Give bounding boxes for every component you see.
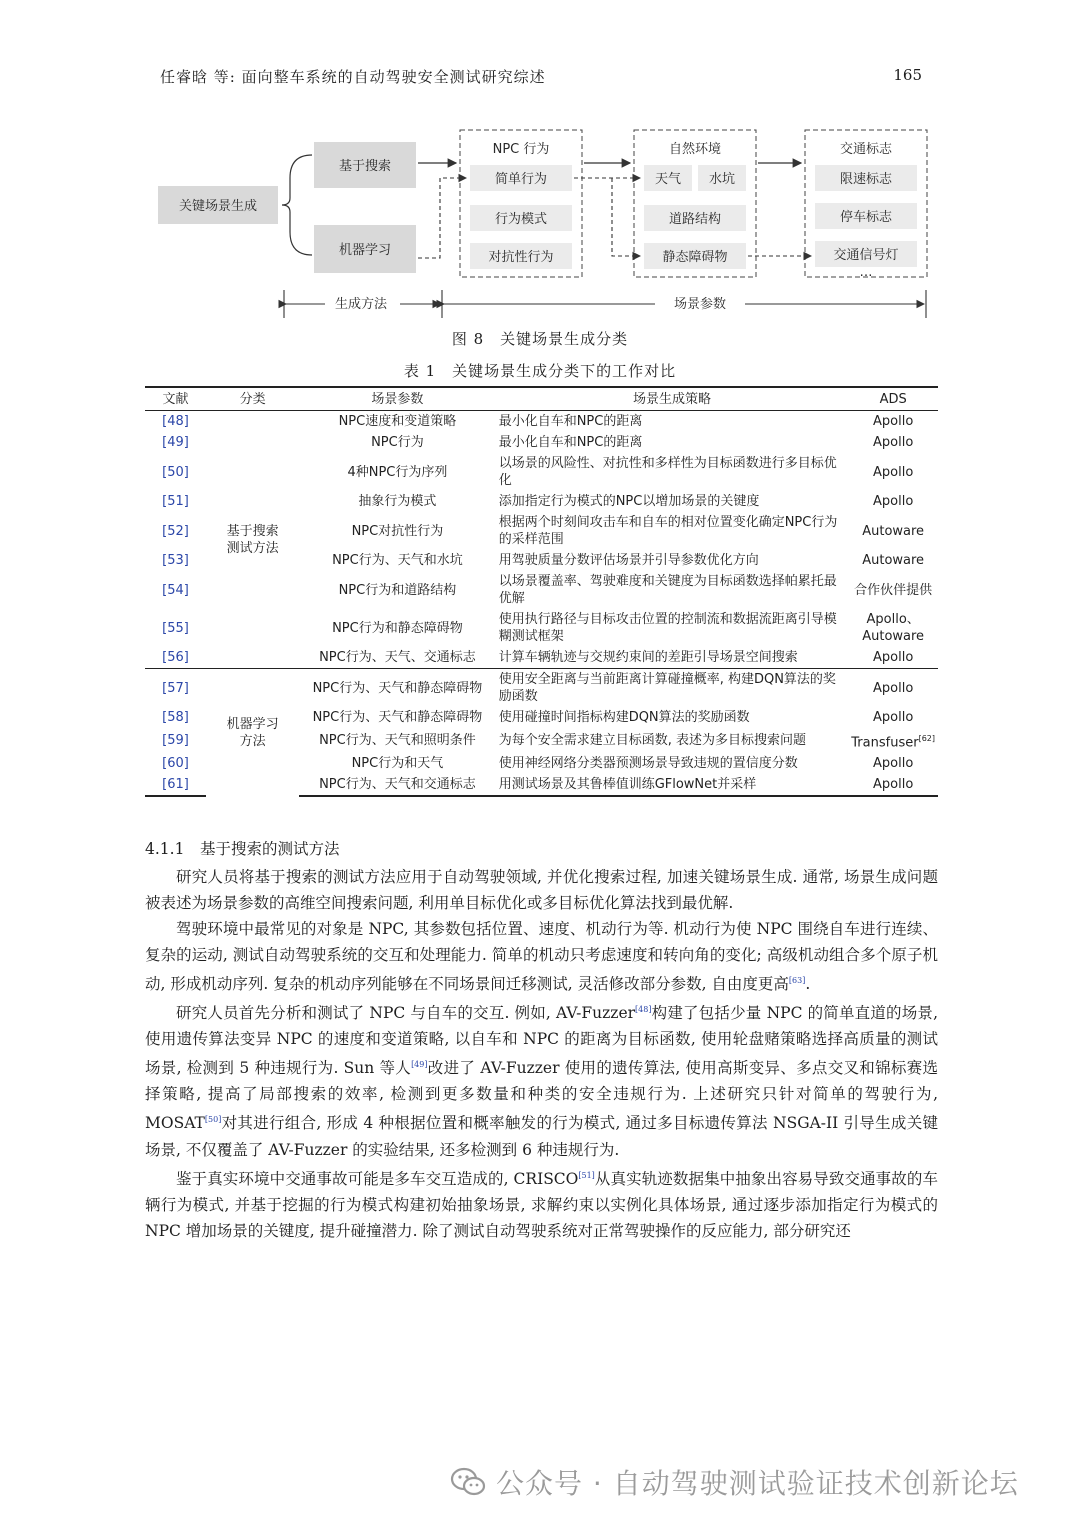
strategy-cell: 添加指定行为模式的NPC以增加场景的关键度 bbox=[498, 494, 760, 509]
citation[interactable]: [48] bbox=[635, 1005, 652, 1015]
ref-link[interactable]: [48] bbox=[162, 414, 189, 429]
ads-cell: Apollo bbox=[873, 464, 914, 480]
citation[interactable]: [49] bbox=[411, 1060, 428, 1070]
text-run: 鉴于真实环境中交通事故可能是多车交互造成的, CRISCO bbox=[176, 1169, 579, 1188]
env-item: 静态障碍物 bbox=[662, 250, 728, 265]
text-run: 改进了 AV-Fuzzer 使用的遗传算法, 使用高斯变异、多点交叉和锦标赛选择策略, 提高了局部搜索的效率, 检测到更多数量和种类的安全违规行为. 上述研究只针对简单的驾驶行为, MOSAT bbox=[145, 1059, 939, 1133]
strategy-cell: 根据两个时刻间攻击车和自车的相对位置变化确定NPC行为的采样范围 bbox=[498, 515, 838, 547]
section-heading: 4.1.1 基于搜索的测试方法 bbox=[145, 840, 340, 858]
ads-cell: Apollo bbox=[873, 756, 914, 772]
text-run: 构建了包括少量 NPC 的简单直道的场景, 使用遗传算法变异 NPC 的速度和变道策略, 以自车和 NPC 的距离为目标函数, 使用轮盘赌策略选择高质量的测试场景, 检测到 5 种违规行为. Sun 等人 bbox=[145, 1004, 939, 1078]
category-cell bbox=[206, 411, 299, 669]
text-run: . bbox=[805, 975, 811, 994]
col-header: ADS bbox=[848, 387, 938, 411]
strategy-cell: 使用执行路径与目标攻击位置的控制流和数据流距离引导模糊测试框架 bbox=[498, 612, 837, 644]
npc-item: 对抗性行为 bbox=[488, 250, 554, 265]
method-ml-label: 机器学习 bbox=[338, 243, 392, 258]
ref-link[interactable]: [56] bbox=[162, 650, 189, 665]
col-header: 场景生成策略 bbox=[496, 387, 849, 411]
ref-link[interactable]: [55] bbox=[162, 620, 189, 636]
col-header: 文献 bbox=[145, 387, 206, 411]
param-cell: 4种NPC行为序列 bbox=[347, 464, 448, 480]
param-cell: NPC行为、天气和交通标志 bbox=[299, 774, 496, 796]
param-cell: NPC速度和变道策略 bbox=[338, 414, 457, 429]
wechat-icon bbox=[450, 1466, 486, 1498]
param-cell: NPC行为、天气和静态障碍物 bbox=[299, 669, 496, 708]
paragraph bbox=[145, 916, 938, 997]
page-number: 165 bbox=[893, 66, 922, 84]
ref-link[interactable]: [53] bbox=[162, 553, 189, 568]
paragraph: 研究人员将基于搜索的测试方法应用于自动驾驶领域, 并优化搜索过程, 加速关键场景生成. 通常, 场景生成问题被表述为场景参数的高维空间搜索问题, 利用单目标优化或多目标优化算法找到最优解. bbox=[145, 868, 938, 912]
ref-link[interactable]: [49] bbox=[162, 435, 189, 450]
category-label: 基于搜索测试方法 bbox=[226, 523, 279, 556]
traffic-item: 交通信号灯 bbox=[833, 248, 899, 263]
param-cell: 抽象行为模式 bbox=[358, 494, 437, 509]
strategy-cell: 最小化自车和NPC的距离 bbox=[498, 435, 643, 450]
brace bbox=[282, 155, 312, 255]
ref-link[interactable]: [54] bbox=[162, 582, 189, 598]
table-header-row bbox=[145, 387, 938, 411]
strategy-cell: 最小化自车和NPC的距离 bbox=[498, 414, 643, 429]
traffic-item: 限速标志 bbox=[839, 172, 893, 187]
text-run: 对其进行组合, 形成 4 种根据位置和概率触发的行为模式, 通过多目标遗传算法 NSGA-II 引导生成关键场景, 不仅覆盖了 AV-Fuzzer 的实验结果, 还多检测到 6 种违规行为. bbox=[145, 1114, 938, 1159]
ads-cell: Apollo bbox=[873, 414, 914, 429]
env-item: 天气 bbox=[654, 172, 682, 187]
npc-item: 行为模式 bbox=[494, 212, 548, 227]
ads-cell bbox=[848, 728, 938, 753]
strategy-cell: 用驾驶质量分数评估场景并引导参数优化方向 bbox=[498, 553, 759, 568]
ads-cell: Autoware bbox=[862, 523, 925, 539]
table-row bbox=[145, 411, 938, 433]
ref-link[interactable]: [51] bbox=[162, 494, 189, 509]
ref-link[interactable]: [59] bbox=[162, 733, 189, 749]
param-cell: NPC行为、天气、交通标志 bbox=[319, 650, 476, 665]
param-cell: NPC行为、天气和水坑 bbox=[332, 553, 463, 568]
traffic-ellipsis: … bbox=[859, 265, 873, 280]
strategy-cell: 使用碰撞时间指标构建DQN算法的奖励函数 bbox=[498, 710, 750, 725]
axis-label-params: 场景参数 bbox=[673, 297, 727, 312]
param-cell: NPC对抗性行为 bbox=[351, 523, 444, 539]
env-item: 道路结构 bbox=[668, 212, 722, 227]
root-label: 关键场景生成 bbox=[178, 199, 258, 214]
running-header: 任睿晗 等: 面向整车系统的自动驾驶安全测试研究综述 bbox=[160, 68, 546, 86]
param-cell: NPC行为、天气和静态障碍物 bbox=[312, 710, 483, 725]
strategy-cell: 使用神经网络分类器预测场景导致违规的置信度分数 bbox=[498, 756, 798, 772]
category-label: 机器学习方法 bbox=[226, 716, 279, 749]
strategy-cell: 以场景的风险性、对抗性和多样性为目标函数进行多目标优化 bbox=[498, 456, 837, 488]
watermark-text: 公众号 · 自动驾驶测试验证技术创新论坛 bbox=[496, 1467, 1019, 1500]
method-search-label: 基于搜索 bbox=[338, 159, 392, 174]
dashed-arrow bbox=[612, 178, 640, 256]
ref-link[interactable]: [61] bbox=[145, 774, 206, 796]
ads-cell: Apollo bbox=[848, 774, 938, 796]
col-header: 场景参数 bbox=[299, 387, 496, 411]
table-row bbox=[145, 669, 938, 708]
strategy-cell: 计算车辆轨迹与交规约束间的差距引导场景空间搜索 bbox=[498, 650, 798, 665]
comparison-table bbox=[145, 386, 938, 797]
ads-cell: Apollo bbox=[873, 650, 914, 665]
ads-cell: Apollo bbox=[848, 669, 938, 708]
ref-link[interactable]: [60] bbox=[162, 756, 189, 772]
text-run: 从真实轨迹数据集中抽象出容易导致交通事故的车辆行为模式, 并基于挖掘的行为模式构建初始抽象场景, 求解约束以实例化具体场景, 通过逐步添加指定行为模式的 NPC 增加场景的关键度, 提升碰撞潜力. 除了测试自动驾驶系统对正常驾驶操作的反应能力, 部分研究还 bbox=[145, 1169, 938, 1240]
ads-label: Transfuser bbox=[851, 735, 919, 751]
category-cell bbox=[206, 669, 299, 797]
strategy-cell: 用测试场景及其鲁棒值训练GFlowNet并采样 bbox=[496, 774, 849, 796]
param-cell: NPC行为和道路结构 bbox=[338, 582, 457, 598]
ads-cell: Apollo、Autoware bbox=[862, 612, 925, 644]
traffic-group-title: 交通标志 bbox=[839, 142, 893, 157]
traffic-item: 停车标志 bbox=[839, 210, 893, 225]
ref-link[interactable]: [58] bbox=[162, 710, 189, 725]
strategy-cell: 以场景覆盖率、驾驶难度和关键度为目标函数选择帕累托最优解 bbox=[498, 574, 837, 606]
citation[interactable]: [63] bbox=[788, 976, 806, 985]
dashed-arrow bbox=[418, 178, 466, 258]
strategy-cell: 为每个安全需求建立目标函数, 表述为多目标搜索问题 bbox=[498, 733, 806, 749]
paragraph bbox=[145, 997, 938, 1162]
table-caption: 表 1 关键场景生成分类下的工作对比 bbox=[403, 362, 677, 380]
citation[interactable]: [50] bbox=[204, 1115, 222, 1125]
axis-label-method: 生成方法 bbox=[334, 297, 388, 312]
figure-caption: 图 8 关键场景生成分类 bbox=[451, 330, 629, 348]
npc-item: 简单行为 bbox=[494, 172, 548, 187]
env-group-title: 自然环境 bbox=[668, 142, 722, 157]
param-cell: NPC行为 bbox=[371, 435, 424, 450]
ads-cell: Autoware bbox=[862, 553, 925, 568]
ref-link[interactable]: [52] bbox=[162, 523, 189, 539]
ads-cell: Apollo bbox=[873, 494, 914, 509]
strategy-cell: 使用安全距离与当前距离计算碰撞概率, 构建DQN算法的奖励函数 bbox=[496, 669, 849, 708]
ads-cell: 合作伙伴提供 bbox=[854, 582, 933, 598]
ads-cell: Apollo bbox=[873, 710, 914, 725]
npc-group-title: NPC 行为 bbox=[492, 142, 550, 157]
ref-link[interactable]: [50] bbox=[162, 464, 189, 480]
text-run: 驾驶环境中最常见的对象是 NPC, 其参数包括位置、速度、机动行为等. 机动行为使 NPC 围绕自车进行连续、复杂的运动, 测试自动驾驶系统的交互和处理能力. 简单的机动只考虑速度和转向角的变化; 高级机动组合多个原子机动, 形成机动序列. 复杂的机动序列能够在不同场景间迁移测试, 灵活修改部分参数, 自由度更高 bbox=[145, 920, 938, 994]
body-text bbox=[145, 836, 938, 1244]
param-cell: NPC行为和静态障碍物 bbox=[332, 620, 463, 636]
col-header: 分类 bbox=[206, 387, 299, 411]
text-run: 研究人员首先分析和测试了 NPC 与自车的交互. 例如, AV-Fuzzer bbox=[176, 1004, 636, 1023]
param-cell: NPC行为、天气和照明条件 bbox=[319, 733, 476, 749]
param-cell: NPC行为和天气 bbox=[351, 756, 444, 772]
figure-diagram bbox=[150, 120, 940, 320]
ads-ref[interactable]: [62] bbox=[918, 734, 935, 743]
paragraph bbox=[145, 1163, 938, 1244]
figure-8 bbox=[150, 120, 940, 324]
env-item: 水坑 bbox=[708, 172, 736, 187]
ref-link[interactable]: [57] bbox=[145, 669, 206, 708]
ads-cell: Apollo bbox=[873, 435, 914, 450]
watermark bbox=[450, 1462, 1019, 1502]
citation[interactable]: [51] bbox=[578, 1170, 595, 1180]
